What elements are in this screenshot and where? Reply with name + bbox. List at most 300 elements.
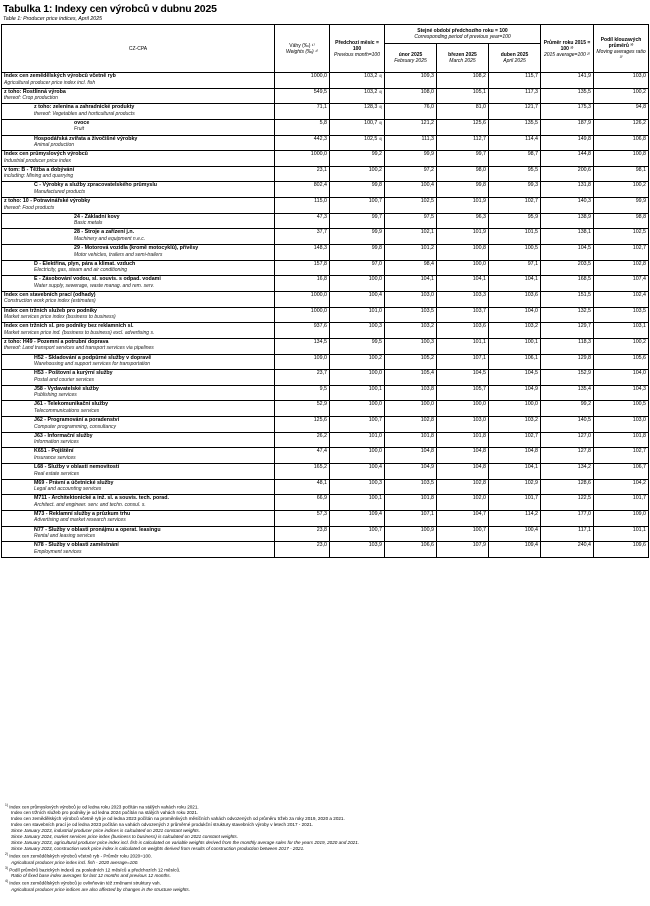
feb-value (385, 323, 437, 339)
table-row (2, 432, 649, 448)
mar-value (437, 432, 489, 448)
prev-month-value (330, 510, 385, 526)
moving-avg-value-text: 103,0 (632, 73, 647, 79)
weight-value-text: 47,3 (316, 213, 327, 220)
avg-2015-value (541, 385, 594, 401)
avg-2015-value-text: 129,7 (577, 323, 592, 330)
avg-2015-value-text: 203,5 (577, 260, 592, 267)
header-same-period (385, 25, 541, 44)
header-mar-cz: březen 2025 (448, 52, 477, 58)
prev-month-value (330, 401, 385, 417)
moving-avg-value (594, 385, 649, 401)
feb-value (385, 119, 437, 135)
avg-2015-value-text: 129,8 (577, 354, 592, 361)
row-label-en: Legal and accounting services (34, 486, 102, 493)
apr-value (489, 495, 541, 511)
mar-value-text: 98,0 (475, 166, 486, 173)
prev-month-value-text: 100,7 (368, 526, 382, 533)
avg-2015-value-text: 138,9 (577, 213, 592, 220)
row-label-cz: N78 - Služby v oblasti zaměstnání (34, 542, 119, 549)
header-apr-en: April 2025 (503, 58, 526, 64)
footnote-text: Podíl průměrů bazických indexů za posledních 12 měsíců a předchozích 12 měsíců. (9, 867, 181, 873)
prev-month-value-text: 102,5 (364, 135, 378, 142)
row-label-en: Fruit (74, 126, 84, 133)
prev-month-value (330, 151, 385, 167)
footnotes (5, 803, 645, 892)
weight-value (275, 448, 330, 464)
row-label (2, 448, 275, 464)
feb-value-text: 97,2 (423, 166, 434, 173)
header-prev-month-en: Previous month=100 (333, 51, 380, 58)
feb-value-text: 105,2 (420, 354, 434, 361)
weight-value (275, 526, 330, 542)
feb-value (385, 229, 437, 245)
table-row (2, 291, 649, 307)
row-label-en: Insurance services (34, 454, 76, 461)
mar-value-text: 102,8 (472, 479, 486, 486)
prev-month-value-text: 99,5 (371, 338, 382, 345)
apr-value-text: 100,1 (524, 338, 539, 345)
prev-month-value-text: 100,7 (368, 198, 382, 205)
mar-value-text: 103,7 (472, 307, 486, 314)
weight-value-text: 442,3 (313, 135, 327, 142)
mar-value (437, 323, 489, 339)
mar-value (437, 370, 489, 386)
header-feb (385, 44, 437, 73)
moving-avg-value (594, 245, 649, 261)
row-label (2, 432, 275, 448)
moving-avg-value (594, 464, 649, 480)
feb-value-text: 76,0 (423, 104, 434, 111)
avg-2015-value (541, 276, 594, 292)
apr-value-text: 100,4 (524, 526, 539, 533)
row-label (2, 479, 275, 495)
row-label-cz: J62 - Programování a poradenství (34, 417, 120, 424)
feb-value-text: 100,0 (420, 401, 434, 408)
weight-value (275, 385, 330, 401)
row-label-en: Machinery and equipment n.e.c. (74, 235, 146, 242)
feb-value (385, 260, 437, 276)
weight-value-text: 125,6 (313, 417, 327, 424)
moving-avg-value-text: 109,0 (632, 510, 647, 517)
apr-value (489, 370, 541, 386)
table-title: Tabulka 1: Indexy cen výrobců v dubnu 2025 (3, 3, 217, 15)
avg-2015-value-text: 200,6 (577, 166, 592, 173)
weight-value (275, 464, 330, 480)
weight-value-text: 71,1 (316, 104, 327, 111)
moving-avg-value (594, 401, 649, 417)
apr-value (489, 307, 541, 323)
mar-value-text: 105,1 (472, 88, 486, 95)
apr-value (489, 432, 541, 448)
weight-value-text: 16,8 (316, 276, 327, 283)
prev-month-value (330, 526, 385, 542)
avg-2015-value (541, 307, 594, 323)
apr-value-text: 102,9 (524, 479, 539, 486)
row-label-en: Industrial producer price index (4, 157, 71, 164)
prev-month-value-text: 97,0 (371, 260, 382, 267)
row-label-en: Warehousing and support services for transportation (34, 361, 151, 368)
apr-value-text: 100,0 (524, 401, 539, 408)
weight-value-text: 23,0 (316, 542, 327, 549)
mar-value-text: 104,5 (472, 370, 486, 377)
apr-value-text: 135,5 (524, 119, 539, 126)
weight-value-text: 47,4 (316, 448, 327, 455)
prev-month-value (330, 479, 385, 495)
row-label-cz: 24 - Základní kovy (74, 213, 120, 220)
row-label-cz: C - Výrobky a služby zpracovatelského průmyslu (34, 182, 158, 189)
prev-month-value (330, 182, 385, 198)
row-label (2, 323, 275, 339)
moving-avg-value (594, 338, 649, 354)
row-label-cz: ovoce (74, 119, 90, 126)
moving-avg-value-text: 109,6 (632, 542, 647, 549)
feb-value (385, 151, 437, 167)
feb-value (385, 354, 437, 370)
table-row (2, 182, 649, 198)
mar-value (437, 213, 489, 229)
apr-value (489, 260, 541, 276)
feb-value-text: 111,3 (421, 135, 434, 142)
avg-2015-value-text: 135,5 (577, 88, 592, 95)
prev-month-value (330, 73, 385, 89)
apr-value-text: 117,3 (525, 88, 539, 95)
avg-2015-value (541, 448, 594, 464)
moving-avg-value (594, 260, 649, 276)
table-row (2, 166, 649, 182)
prev-month-value (330, 229, 385, 245)
avg-2015-value-text: 99,2 (580, 401, 592, 408)
moving-avg-value-text: 98,1 (635, 166, 647, 173)
footnote-line (5, 866, 645, 873)
mar-value (437, 510, 489, 526)
feb-value-text: 102,5 (420, 198, 434, 205)
row-label-cz: J61 - Telekomunikační služby (34, 401, 109, 408)
header-weights (275, 25, 330, 73)
prev-month-value (330, 370, 385, 386)
mar-value-text: 103,3 (472, 291, 486, 298)
avg-2015-value (541, 417, 594, 433)
moving-avg-value-text: 102,5 (632, 229, 647, 236)
weight-value-text: 109,0 (313, 354, 327, 361)
moving-avg-value-text: 104,0 (632, 370, 647, 377)
mar-value (437, 307, 489, 323)
prev-month-value (330, 448, 385, 464)
table-row (2, 479, 649, 495)
feb-value-text: 100,3 (420, 338, 434, 345)
avg-2015-value-text: 135,4 (577, 385, 592, 392)
apr-value (489, 291, 541, 307)
prev-month-value (330, 119, 385, 135)
avg-2015-value (541, 526, 594, 542)
prev-month-value-text: 100,4 (368, 464, 382, 471)
footnote-marker: 1) (5, 803, 8, 807)
avg-2015-value (541, 464, 594, 480)
row-label-cz: v tom: B - Těžba a dobývání (4, 166, 75, 173)
weight-value (275, 291, 330, 307)
avg-2015-value-text: 168,5 (577, 276, 592, 283)
feb-value (385, 291, 437, 307)
table-row (2, 213, 649, 229)
prev-month-value (330, 291, 385, 307)
apr-value-text: 100,5 (524, 245, 539, 252)
mar-value (437, 198, 489, 214)
table-body (2, 73, 649, 558)
apr-value (489, 526, 541, 542)
row-label (2, 182, 275, 198)
avg-2015-value-text: 240,4 (577, 542, 592, 549)
apr-value (489, 88, 541, 104)
apr-value (489, 119, 541, 135)
avg-2015-value (541, 245, 594, 261)
moving-avg-value-text: 100,8 (632, 151, 647, 158)
prev-month-value (330, 276, 385, 292)
apr-value-text: 104,8 (524, 448, 539, 455)
prev-month-value (330, 385, 385, 401)
moving-avg-value-text: 104,3 (632, 385, 647, 392)
moving-avg-value-text: 106,7 (632, 464, 647, 471)
footnote-text: Index cen zemědělských výrobců včetně ryb - Průměr roku 2020=100. (9, 853, 152, 859)
weight-value (275, 198, 330, 214)
mar-value (437, 88, 489, 104)
row-label-cz: M69 - Právní a účetnické služby (34, 479, 114, 486)
avg-2015-value (541, 119, 594, 135)
row-label-en: Computer programming, consultancy (34, 423, 116, 430)
prev-month-value (330, 166, 385, 182)
table-row (2, 338, 649, 354)
apr-value (489, 385, 541, 401)
avg-2015-value (541, 182, 594, 198)
mar-value (437, 291, 489, 307)
weight-value-text: 1000,0 (310, 307, 327, 314)
row-label-cz: Index cen průmyslových výrobců (4, 151, 88, 158)
mar-value (437, 417, 489, 433)
footnote-text: Index cen zemědělských výrobců je ovlivňován též změnami struktury vah. (9, 880, 161, 886)
footnote-marker: 3) (5, 865, 8, 870)
header-moving-avg (594, 25, 649, 73)
footnote-text: Index cen zemědělských výrobců včetně ryb je od ledna 2023 počítán na proměnlivých měsíčních vahách odvozených od průměru tržeb za roky 2019, 2020 a 2021. (11, 816, 345, 822)
prev-month-value-text: 99,8 (371, 182, 382, 189)
weight-value (275, 542, 330, 558)
table-row (2, 245, 649, 261)
prev-month-value-text: 100,0 (368, 370, 382, 377)
prev-month-value-text: 101,0 (368, 432, 382, 439)
moving-avg-value-text: 102,7 (632, 448, 647, 455)
feb-value (385, 432, 437, 448)
mar-value-text: 103,0 (472, 417, 486, 424)
avg-2015-value-text: 187,9 (577, 119, 592, 126)
prev-month-value (330, 432, 385, 448)
header-cz-cpa: CZ-CPA (2, 25, 275, 73)
moving-avg-value-text: 94,8 (635, 104, 647, 111)
apr-value (489, 448, 541, 464)
moving-avg-value (594, 479, 649, 495)
avg-2015-value-text: 134,2 (577, 464, 592, 471)
header-prev-month-cz: Předchozí měsíc = 100 (335, 39, 379, 52)
row-label-cz: 29 - Motorová vozidla (kromě motocyklů), přívěsy (74, 245, 199, 252)
weight-value (275, 229, 330, 245)
apr-value (489, 166, 541, 182)
feb-value-text: 103,8 (420, 385, 434, 392)
row-label (2, 495, 275, 511)
row-label-en: Advertising and market research services (34, 517, 126, 524)
apr-value (489, 151, 541, 167)
row-label (2, 119, 275, 135)
table-row (2, 495, 649, 511)
header-mar-en: March 2025 (449, 58, 476, 64)
row-label (2, 151, 275, 167)
feb-value-text: 103,5 (420, 307, 434, 314)
apr-value-text: 106,1 (524, 354, 539, 361)
mar-value (437, 135, 489, 151)
moving-avg-value (594, 135, 649, 151)
prev-month-value-text: 100,3 (368, 479, 382, 486)
row-label (2, 542, 275, 558)
footnote-ref: 4) (378, 74, 382, 78)
mar-value (437, 495, 489, 511)
moving-avg-value-text: 98,8 (635, 213, 647, 220)
mar-value-text: 99,8 (475, 182, 486, 189)
header-avg-2015-cz: Průměr roku 2015 = 100 ²⁾ (543, 39, 591, 52)
row-label-cz: L68 - Služby v oblasti nemovitostí (34, 464, 120, 471)
prev-month-value (330, 495, 385, 511)
moving-avg-value (594, 432, 649, 448)
mar-value-text: 102,0 (472, 495, 486, 502)
mar-value-text: 81,0 (475, 104, 486, 111)
row-label (2, 135, 275, 151)
row-label (2, 510, 275, 526)
apr-value (489, 417, 541, 433)
row-label-en: Manufactured products (34, 188, 86, 195)
weight-value-text: 549,5 (313, 88, 327, 95)
weight-value-text: 1000,0 (310, 151, 327, 158)
row-label (2, 88, 275, 104)
table-row (2, 323, 649, 339)
apr-value (489, 276, 541, 292)
prev-month-value (330, 135, 385, 151)
prev-month-value-text: 99,7 (371, 213, 382, 220)
prev-month-value-text: 109,4 (368, 510, 382, 517)
avg-2015-value (541, 370, 594, 386)
row-label-en: Market services price index (business to business) (4, 314, 116, 321)
footnote-marker: 4) (5, 879, 8, 884)
row-label-en: Basic metals (74, 220, 103, 227)
feb-value-text: 99,9 (423, 151, 434, 158)
table-row (2, 260, 649, 276)
mar-value (437, 354, 489, 370)
mar-value-text: 100,7 (472, 526, 486, 533)
weight-value (275, 88, 330, 104)
mar-value-text: 101,9 (472, 229, 486, 236)
mar-value-text: 100,8 (472, 245, 486, 252)
weight-value-text: 134,5 (313, 338, 327, 345)
footnote-ref: 4) (378, 120, 382, 125)
mar-value (437, 276, 489, 292)
avg-2015-value (541, 323, 594, 339)
row-label (2, 245, 275, 261)
table-row (2, 88, 649, 104)
prev-month-value (330, 198, 385, 214)
avg-2015-value-text: 141,9 (577, 73, 592, 79)
mar-value (437, 151, 489, 167)
row-label-en: thereof: Land transport services and transport services via pipelines (4, 345, 154, 352)
avg-2015-value-text: 117,1 (578, 526, 592, 533)
avg-2015-value-text: 149,8 (577, 135, 592, 142)
table-row (2, 151, 649, 167)
prev-month-value-text: 100,2 (368, 354, 382, 361)
table-row (2, 542, 649, 558)
prev-month-value-text: 101,0 (368, 307, 382, 314)
table-row (2, 119, 649, 135)
weight-value-text: 48,1 (316, 479, 327, 486)
weight-value (275, 401, 330, 417)
weight-value (275, 417, 330, 433)
price-index-table (1, 24, 649, 558)
mar-value-text: 107,1 (472, 354, 486, 361)
prev-month-value (330, 245, 385, 261)
feb-value (385, 307, 437, 323)
header-same-period-en: Corresponding period of previous year=100 (414, 34, 511, 40)
row-label-cz: H52 - Skladování a podpůrné služby v dopravě (34, 354, 152, 361)
weight-value (275, 432, 330, 448)
row-label-cz: Index cen zemědělských výrobců včetně ryb (4, 73, 116, 79)
weight-value-text: 148,3 (313, 245, 327, 252)
header-weights-en: Weights (‰) ¹⁾ (286, 48, 318, 55)
avg-2015-value (541, 151, 594, 167)
row-label (2, 354, 275, 370)
header-moving-avg-en: Moving averages ratio ³⁾ (596, 48, 646, 61)
mar-value-text: 100,0 (472, 260, 486, 267)
table-row (2, 307, 649, 323)
mar-value (437, 526, 489, 542)
moving-avg-value (594, 354, 649, 370)
moving-avg-value (594, 73, 649, 89)
prev-month-value (330, 88, 385, 104)
row-label (2, 166, 275, 182)
apr-value (489, 213, 541, 229)
apr-value (489, 542, 541, 558)
avg-2015-value (541, 510, 594, 526)
feb-value-text: 107,1 (420, 510, 434, 517)
avg-2015-value-text: 118,3 (578, 338, 592, 345)
moving-avg-value (594, 526, 649, 542)
header-feb-cz: únor 2025 (398, 52, 423, 58)
feb-value (385, 198, 437, 214)
mar-value-text: 104,8 (472, 448, 486, 455)
row-label-en: Water supply, sewerage, waste manag. and rem. serv. (34, 282, 155, 289)
weight-value (275, 213, 330, 229)
header-mar (437, 44, 489, 73)
moving-avg-value (594, 291, 649, 307)
row-label-cz: E - Zásobování vodou, sl. souvis. s odpad. vodami (34, 276, 161, 283)
feb-value (385, 182, 437, 198)
moving-avg-value-text: 102,8 (632, 260, 647, 267)
footnote-line (5, 803, 645, 810)
footnote-text: Since January 2023, construction work price index is calculated on weights derived from results of construction production between 2017 - 2021. (11, 846, 305, 852)
avg-2015-value (541, 291, 594, 307)
weight-value-text: 9,5 (319, 385, 327, 392)
avg-2015-value (541, 198, 594, 214)
feb-value (385, 104, 437, 120)
avg-2015-value (541, 354, 594, 370)
row-label (2, 104, 275, 120)
weight-value (275, 323, 330, 339)
moving-avg-value-text: 105,6 (632, 354, 647, 361)
feb-value-text: 104,9 (420, 464, 434, 471)
moving-avg-value-text: 106,8 (632, 135, 647, 142)
apr-value-text: 114,4 (525, 135, 539, 142)
apr-value (489, 354, 541, 370)
